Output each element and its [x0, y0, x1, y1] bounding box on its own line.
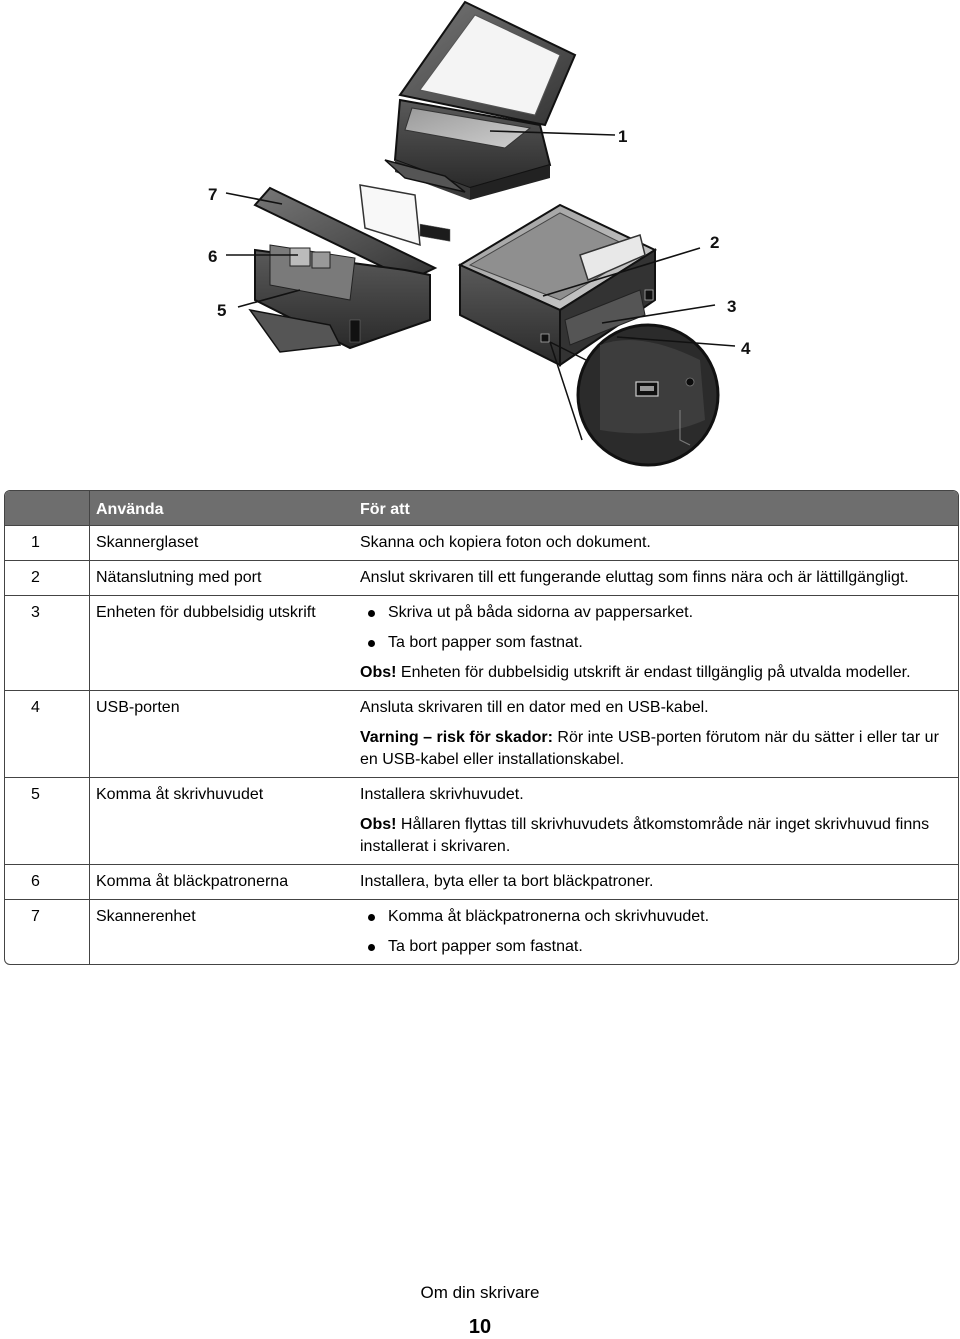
callout-3: 3 — [727, 297, 737, 316]
row-purpose: Anslut skrivaren till ett fungerande eluttag som finns nära och är lättillgängligt. — [354, 560, 958, 595]
callout-6: 6 — [208, 247, 218, 266]
callout-7: 7 — [208, 185, 218, 204]
bullet-icon — [368, 914, 375, 921]
row-use: Komma åt bläckpatronerna — [90, 864, 354, 899]
row-use: USB-porten — [90, 690, 354, 777]
note-text: Enheten för dubbelsidig utskrift är endast tillgänglig på utvalda modeller. — [396, 664, 911, 681]
header-num — [5, 491, 90, 525]
row-purpose — [354, 777, 958, 864]
parts-table — [4, 490, 959, 965]
callout-2: 2 — [710, 233, 720, 252]
callout-4: 4 — [741, 339, 751, 358]
purpose-text: Ansluta skrivaren till en dator med en USB-kabel. — [360, 699, 709, 716]
bullet-list — [360, 906, 954, 958]
warning-label: Varning – risk för skador: — [360, 729, 553, 746]
row-num: 1 — [5, 525, 90, 560]
printer-left-scanner-raised — [250, 185, 435, 352]
row-num: 3 — [5, 595, 90, 690]
row-use: Enheten för dubbelsidig utskrift — [90, 595, 354, 690]
bullet-icon — [368, 640, 375, 647]
row-purpose: Installera, byta eller ta bort bläckpatroner. — [354, 864, 958, 899]
table-row — [5, 777, 958, 864]
table-row — [5, 864, 958, 899]
header-use: Använda — [90, 491, 354, 525]
header-purpose: För att — [354, 491, 958, 525]
bullet-icon — [368, 610, 375, 617]
row-num: 5 — [5, 777, 90, 864]
printer-illustration — [0, 0, 960, 470]
bullet-icon — [368, 944, 375, 951]
row-num: 4 — [5, 690, 90, 777]
list-item: Ta bort papper som fastnat. — [360, 936, 954, 958]
row-num: 6 — [5, 864, 90, 899]
row-num: 7 — [5, 899, 90, 964]
bullet-list — [360, 602, 954, 654]
row-purpose — [354, 899, 958, 964]
warning — [360, 727, 954, 771]
row-use: Nätanslutning med port — [90, 560, 354, 595]
callout-1: 1 — [618, 127, 628, 146]
row-purpose: Skanna och kopiera foton och dokument. — [354, 525, 958, 560]
callout-5: 5 — [217, 301, 227, 320]
purpose-text: Installera skrivhuvudet. — [360, 786, 524, 803]
row-use: Skannerenhet — [90, 899, 354, 964]
warning-text: Rör inte USB-porten förutom när du sätter i eller tar ur en USB-kabel eller installationskabel. — [360, 729, 939, 768]
row-purpose — [354, 595, 958, 690]
list-item: Komma åt bläckpatronerna och skrivhuvudet. — [360, 906, 954, 928]
table-row — [5, 525, 958, 560]
row-num: 2 — [5, 560, 90, 595]
note — [360, 814, 954, 858]
row-use: Komma åt skrivhuvudet — [90, 777, 354, 864]
note — [360, 662, 954, 684]
row-purpose — [354, 690, 958, 777]
list-item: Skriva ut på båda sidorna av pappersarket. — [360, 602, 954, 624]
table-row — [5, 560, 958, 595]
note-label: Obs! — [360, 816, 397, 833]
note-label: Obs! — [360, 664, 397, 681]
table-row — [5, 690, 958, 777]
list-item: Ta bort papper som fastnat. — [360, 632, 954, 654]
footer-section-title: Om din skrivare — [420, 1283, 540, 1302]
row-use: Skannerglaset — [90, 525, 354, 560]
table-row — [5, 595, 958, 690]
table-header-row — [5, 491, 958, 525]
note-text: Hållaren flyttas till skrivhuvudets åtkomstområde när inget skrivhuvud finns installerat i skrivaren. — [360, 816, 930, 855]
table-row — [5, 899, 958, 964]
page-number: 10 — [468, 1316, 492, 1338]
